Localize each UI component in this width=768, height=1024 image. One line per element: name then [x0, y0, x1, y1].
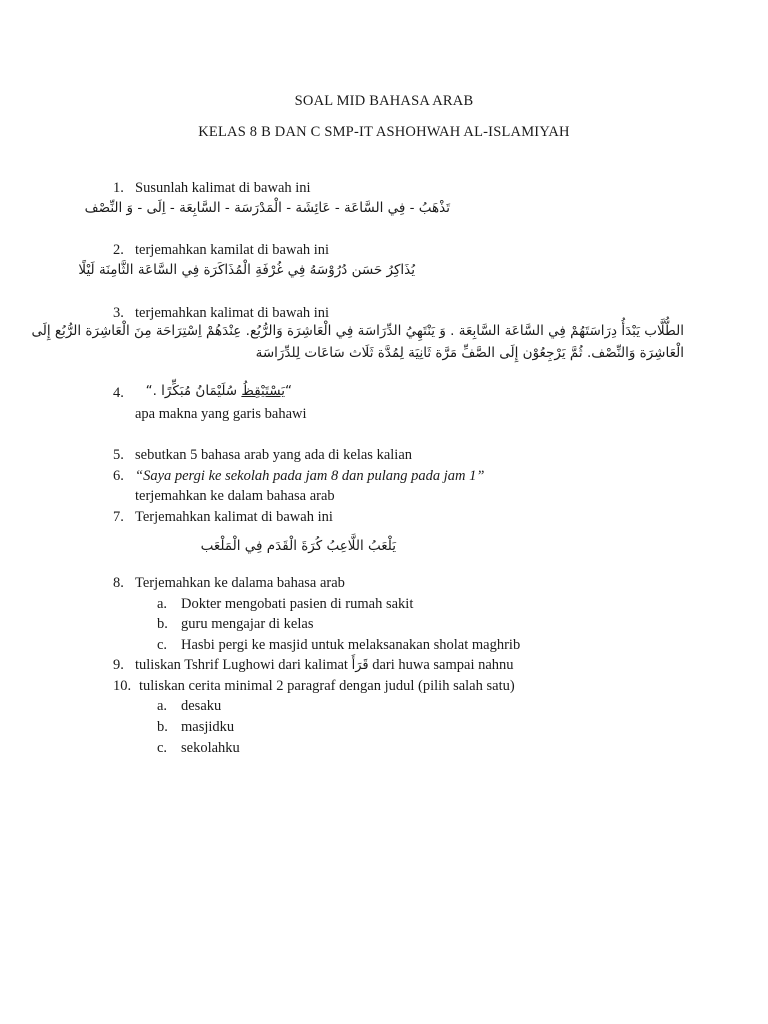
question-text: apa makna yang garis bahawi — [135, 406, 307, 422]
quote-mark: “ — [145, 383, 153, 399]
question-text: sebutkan 5 bahasa arab yang ada di kelas kalian — [135, 447, 413, 463]
arabic-sentence — [132, 380, 292, 402]
arabic-rest: سُلَيْمَانُ مُبَكِّرًا . — [152, 383, 238, 399]
question-number: 6. — [113, 468, 124, 484]
sub-item-text: Dokter mengobati pasien di rumah sakit — [181, 596, 414, 612]
sub-item-mark: c. — [157, 740, 168, 756]
arabic-paragraph-line-1: الطُّلَّاب يَبْدَأُ دِرَاسَتَهُمْ فِي السَّاعَة السَّابِعَة . وَ يَنْتَهِيُ الدِّرَاسَة فِي الْعَاشِرَة وَالرُّبُع. عِنْدَهُمْ اِسْتِرَاحَة مِنَ الْعَاشِرَة الرُّبُع إِلَى — [31, 323, 684, 339]
question-text: Terjemahkan ke dalama bahasa arab — [135, 575, 345, 591]
question-number: 3. — [113, 305, 124, 321]
sub-item-mark: a. — [157, 596, 168, 612]
arabic-sentence: يُذَاكِرُ حَسَن دُرُوْسَهُ فِي غُرْفَةِ الْمُذَاكَرَة فِي السَّاعَة الثَّامِنَة لَيْلًا — [78, 262, 415, 278]
question-text: terjemahkan kalimat di bawah ini — [135, 305, 330, 321]
question-number: 1. — [113, 180, 124, 196]
quote-mark: “ — [285, 383, 292, 399]
question-text-pre: tuliskan Tshrif Lughowi dari kalimat — [135, 657, 348, 673]
underlined-word: يَسْتَيْقِظُ — [241, 383, 285, 399]
document-title: SOAL MID BAHASA ARAB — [294, 93, 474, 109]
arabic-sentence: تَذْهَبُ - فِي السَّاعَة - عَائِشَة - الْمَدْرَسَة - السَّابِعَة - اِلَى - وَ النِّصْف — [84, 200, 450, 216]
question-number: 2. — [113, 242, 124, 258]
question-number: 10. — [113, 678, 132, 694]
sub-item-text: Hasbi pergi ke masjid untuk melaksanakan sholat maghrib — [181, 637, 521, 653]
arabic-paragraph-line-2: الْعَاشِرَة وَالنِّصْف. ثُمَّ يَرْجِعُوْن إِلَى الصَّفِّ مَرَّة ثَانِيَة لِمُدَّة ثَلَاث سَاعَات لِلدِّرَاسَة — [255, 345, 684, 361]
question-text: tuliskan cerita minimal 2 paragraf dengan judul (pilih salah satu) — [139, 678, 515, 694]
document-subtitle: KELAS 8 B DAN C SMP-IT ASHOHWAH AL-ISLAMIYAH — [198, 124, 570, 140]
arabic-word: قَرَأَ — [351, 658, 369, 673]
quoted-sentence: “Saya pergi ke sekolah pada jam 8 dan pulang pada jam 1” — [135, 468, 485, 484]
question-number: 9. — [113, 657, 124, 673]
question-text: terjemahkan ke dalam bahasa arab — [135, 488, 335, 504]
question-number: 5. — [113, 447, 124, 463]
sub-item-text: desaku — [181, 698, 222, 714]
sub-item-text: masjidku — [181, 719, 235, 735]
question-number: 8. — [113, 575, 124, 591]
question-text: Susunlah kalimat di bawah ini — [135, 180, 311, 196]
question-number: 7. — [113, 509, 124, 525]
sub-item-mark: b. — [157, 719, 168, 735]
sub-item-mark: b. — [157, 616, 168, 632]
arabic-sentence: يَلْعَبُ اللَّاعِبُ كُرَةَ الْقَدَم فِي الْمَلْعَب — [200, 538, 396, 554]
question-text-post: dari huwa sampai nahnu — [372, 657, 514, 673]
question-number: 4. — [113, 385, 124, 401]
sub-item-text: guru mengajar di kelas — [181, 616, 314, 632]
question-text: Terjemahkan kalimat di bawah ini — [135, 509, 333, 525]
sub-item-mark: c. — [157, 637, 168, 653]
question-text: terjemahkan kamilat di bawah ini — [135, 242, 330, 258]
sub-item-mark: a. — [157, 698, 168, 714]
question-text — [135, 656, 514, 675]
sub-item-text: sekolahku — [181, 740, 240, 756]
